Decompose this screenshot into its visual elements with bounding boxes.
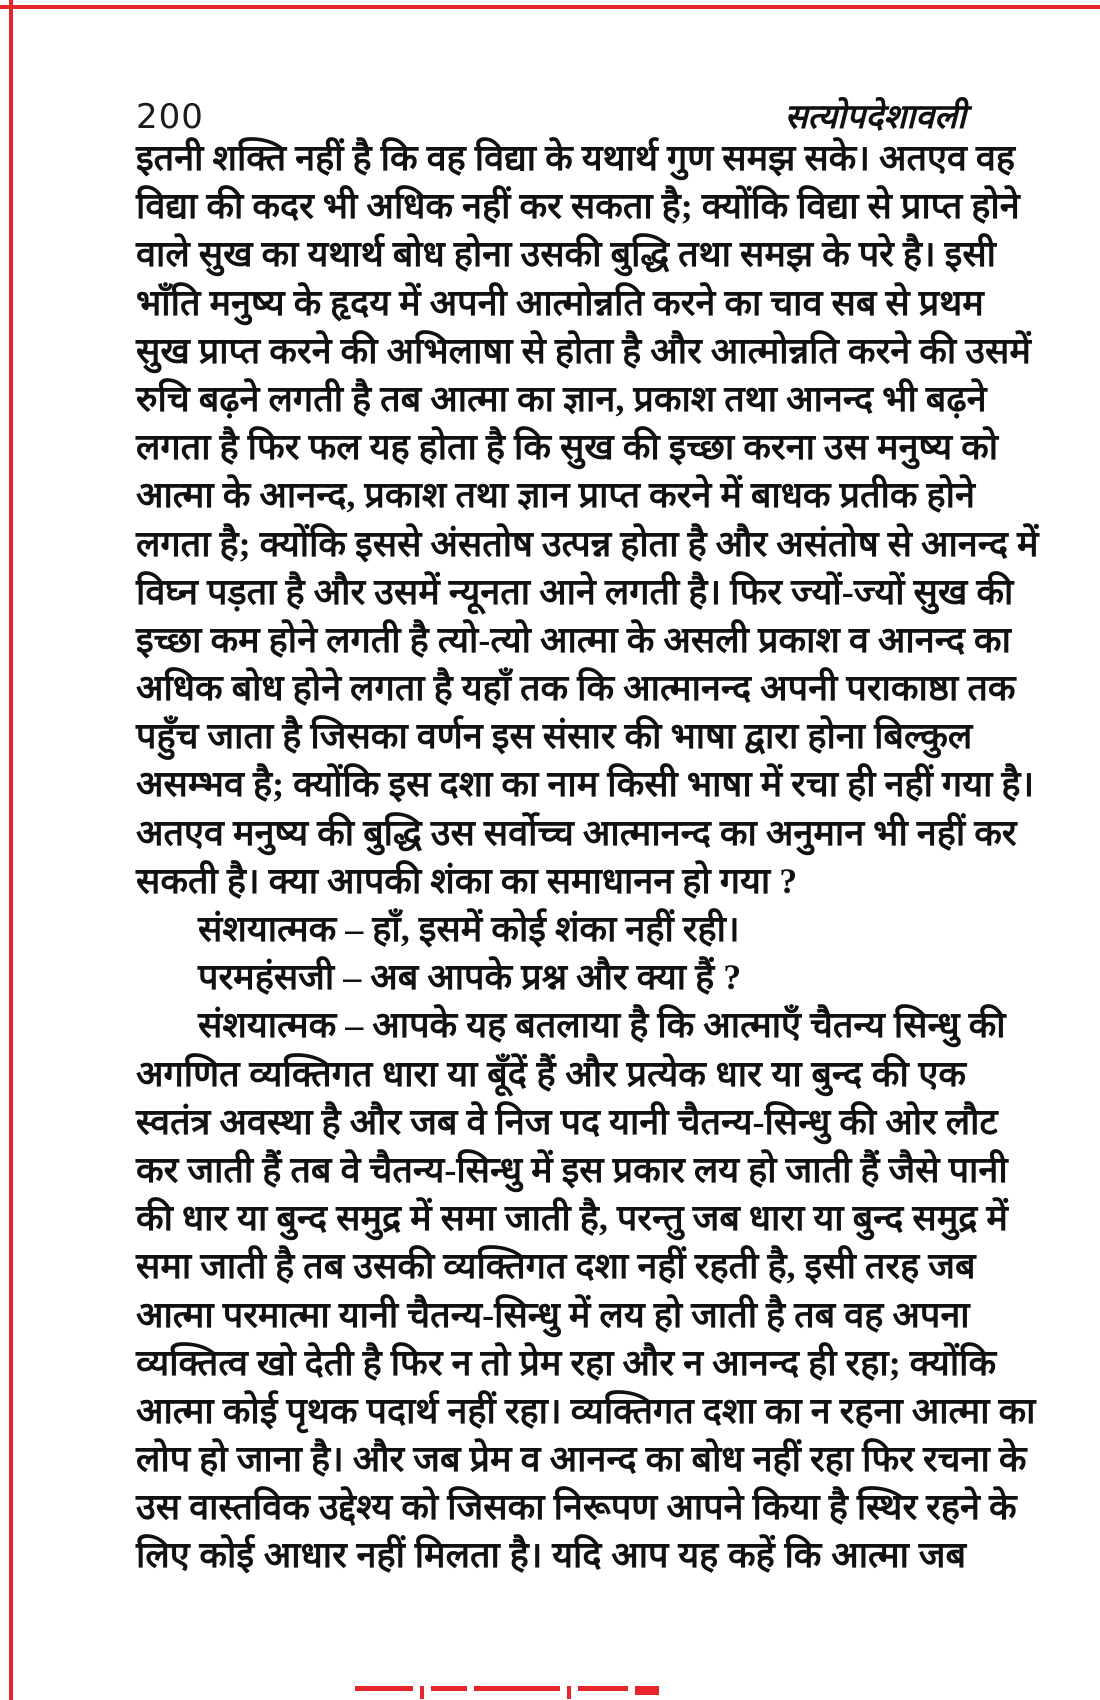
text-line: लिए कोई आधार नहीं मिलता है। यदि आप यह कहें कि आत्मा जब	[136, 1535, 966, 1576]
text-line: कर जाती हैं तब वे चैतन्य-सिन्धु में इस प्रकार लय हो जाती हैं जैसे पानी	[136, 1149, 1008, 1190]
text-line: अगणित व्यक्तिगत धारा या बूँदें हैं और प्रत्येक धार या बुन्द की एक	[136, 1053, 966, 1094]
page-number: 200	[136, 97, 204, 137]
text-line: अधिक बोध होने लगता है यहाँ तक कि आत्मानन्द अपनी पराकाष्ठा तक	[136, 668, 1016, 709]
text-line: व्यक्तित्व खो देती है फिर न तो प्रेम रहा और न आनन्द ही रहा; क्योंकि	[136, 1342, 997, 1383]
text-line: आत्मा कोई पृथक पदार्थ नहीं रहा। व्यक्तिगत दशा का न रहना आत्मा का	[136, 1390, 1036, 1431]
text-line: की धार या बुन्द समुद्र में समा जाती है, परन्तु जब धारा या बुन्द समुद्र में	[136, 1198, 1008, 1239]
text-line: विद्या की कदर भी अधिक नहीं कर सकता है; क्योंकि विद्या से प्राप्त होने	[136, 186, 1020, 227]
text-line: लगता है; क्योंकि इससे अंसतोष उत्पन्न होता है और असंतोष से आनन्द में	[136, 523, 1039, 564]
text-line: आत्मा परमात्मा यानी चैतन्य-सिन्धु में लय हो जाती है तब वह अपना	[136, 1294, 970, 1335]
text-line: अतएव मनुष्य की बुद्धि उस सर्वोच्च आत्मानन्द का अनुमान भी नहीं कर	[136, 812, 1017, 853]
text-line: विघ्न पड़ता है और उसमें न्यूनता आने लगती है। फिर ज्यों-ज्यों सुख की	[136, 571, 1014, 612]
text-line: स्वतंत्र अवस्था है और जब वे निज पद यानी चैतन्य-सिन्धु की ओर लौट	[136, 1101, 998, 1142]
text-line: परमहंसजी – अब आपके प्रश्न और क्या हैं ?	[198, 957, 742, 998]
text-line: वाले सुख का यथार्थ बोध होना उसकी बुद्धि तथा समझ के परे है। इसी	[136, 234, 997, 275]
text-line: संशयात्मक – हाँ, इसमें कोई शंका नहीं रही।	[198, 909, 740, 949]
text-line: भाँति मनुष्य के हृदय में अपनी आत्मोन्नति करने का चाव सब से प्रथम	[136, 282, 984, 323]
text-line: सकती है। क्या आपकी शंका का समाधानन हो गया ?	[136, 860, 798, 901]
text-line: उस वास्तविक उद्देश्य को जिसका निरूपण आपने किया है स्थिर रहने के	[136, 1487, 1017, 1528]
text-line: लगता है फिर फल यह होता है कि सुख की इच्छा करना उस मनुष्य को	[136, 427, 999, 468]
red-top-rule	[0, 5, 1100, 9]
text-line: इच्छा कम होने लगती है त्यो-त्यो आत्मा के असली प्रकाश व आनन्द का	[136, 619, 1011, 660]
book-title: सत्योपदेशावली	[784, 99, 966, 136]
text-line: सुख प्राप्त करने की अभिलाषा से होता है और आत्मोन्नति करने की उसमें	[136, 330, 1031, 371]
text-line: आत्मा के आनन्द, प्रकाश तथा ज्ञान प्राप्त करने में बाधक प्रतीक होने	[136, 475, 975, 516]
page-header	[136, 92, 966, 138]
text-line: लोप हो जाना है। और जब प्रेम व आनन्द का बोध नहीं रहा फिर रचना के	[136, 1439, 1027, 1480]
text-line: पहुँच जाता है जिसका वर्णन इस संसार की भाषा द्वारा होना बिल्कुल	[136, 716, 973, 757]
body-text	[136, 134, 1039, 1580]
text-line: संशयात्मक – आपके यह बतलाया है कि आत्माएँ चैतन्य सिन्धु की	[198, 1005, 1006, 1046]
text-line: इतनी शक्ति नहीं है कि वह विद्या के यथार्थ गुण समझ सके। अतएव वह	[136, 138, 1016, 178]
red-left-rule	[9, 0, 13, 1700]
cutoff-text-marks	[355, 1686, 665, 1700]
text-line: असम्भव है; क्योंकि इस दशा का नाम किसी भाषा में रचा ही नहीं गया है।	[136, 764, 1035, 805]
text-line: समा जाती है तब उसकी व्यक्तिगत दशा नहीं रहती है, इसी तरह जब	[136, 1246, 976, 1287]
text-line: रुचि बढ़ने लगती है तब आत्मा का ज्ञान, प्रकाश तथा आनन्द भी बढ़ने	[136, 378, 987, 419]
